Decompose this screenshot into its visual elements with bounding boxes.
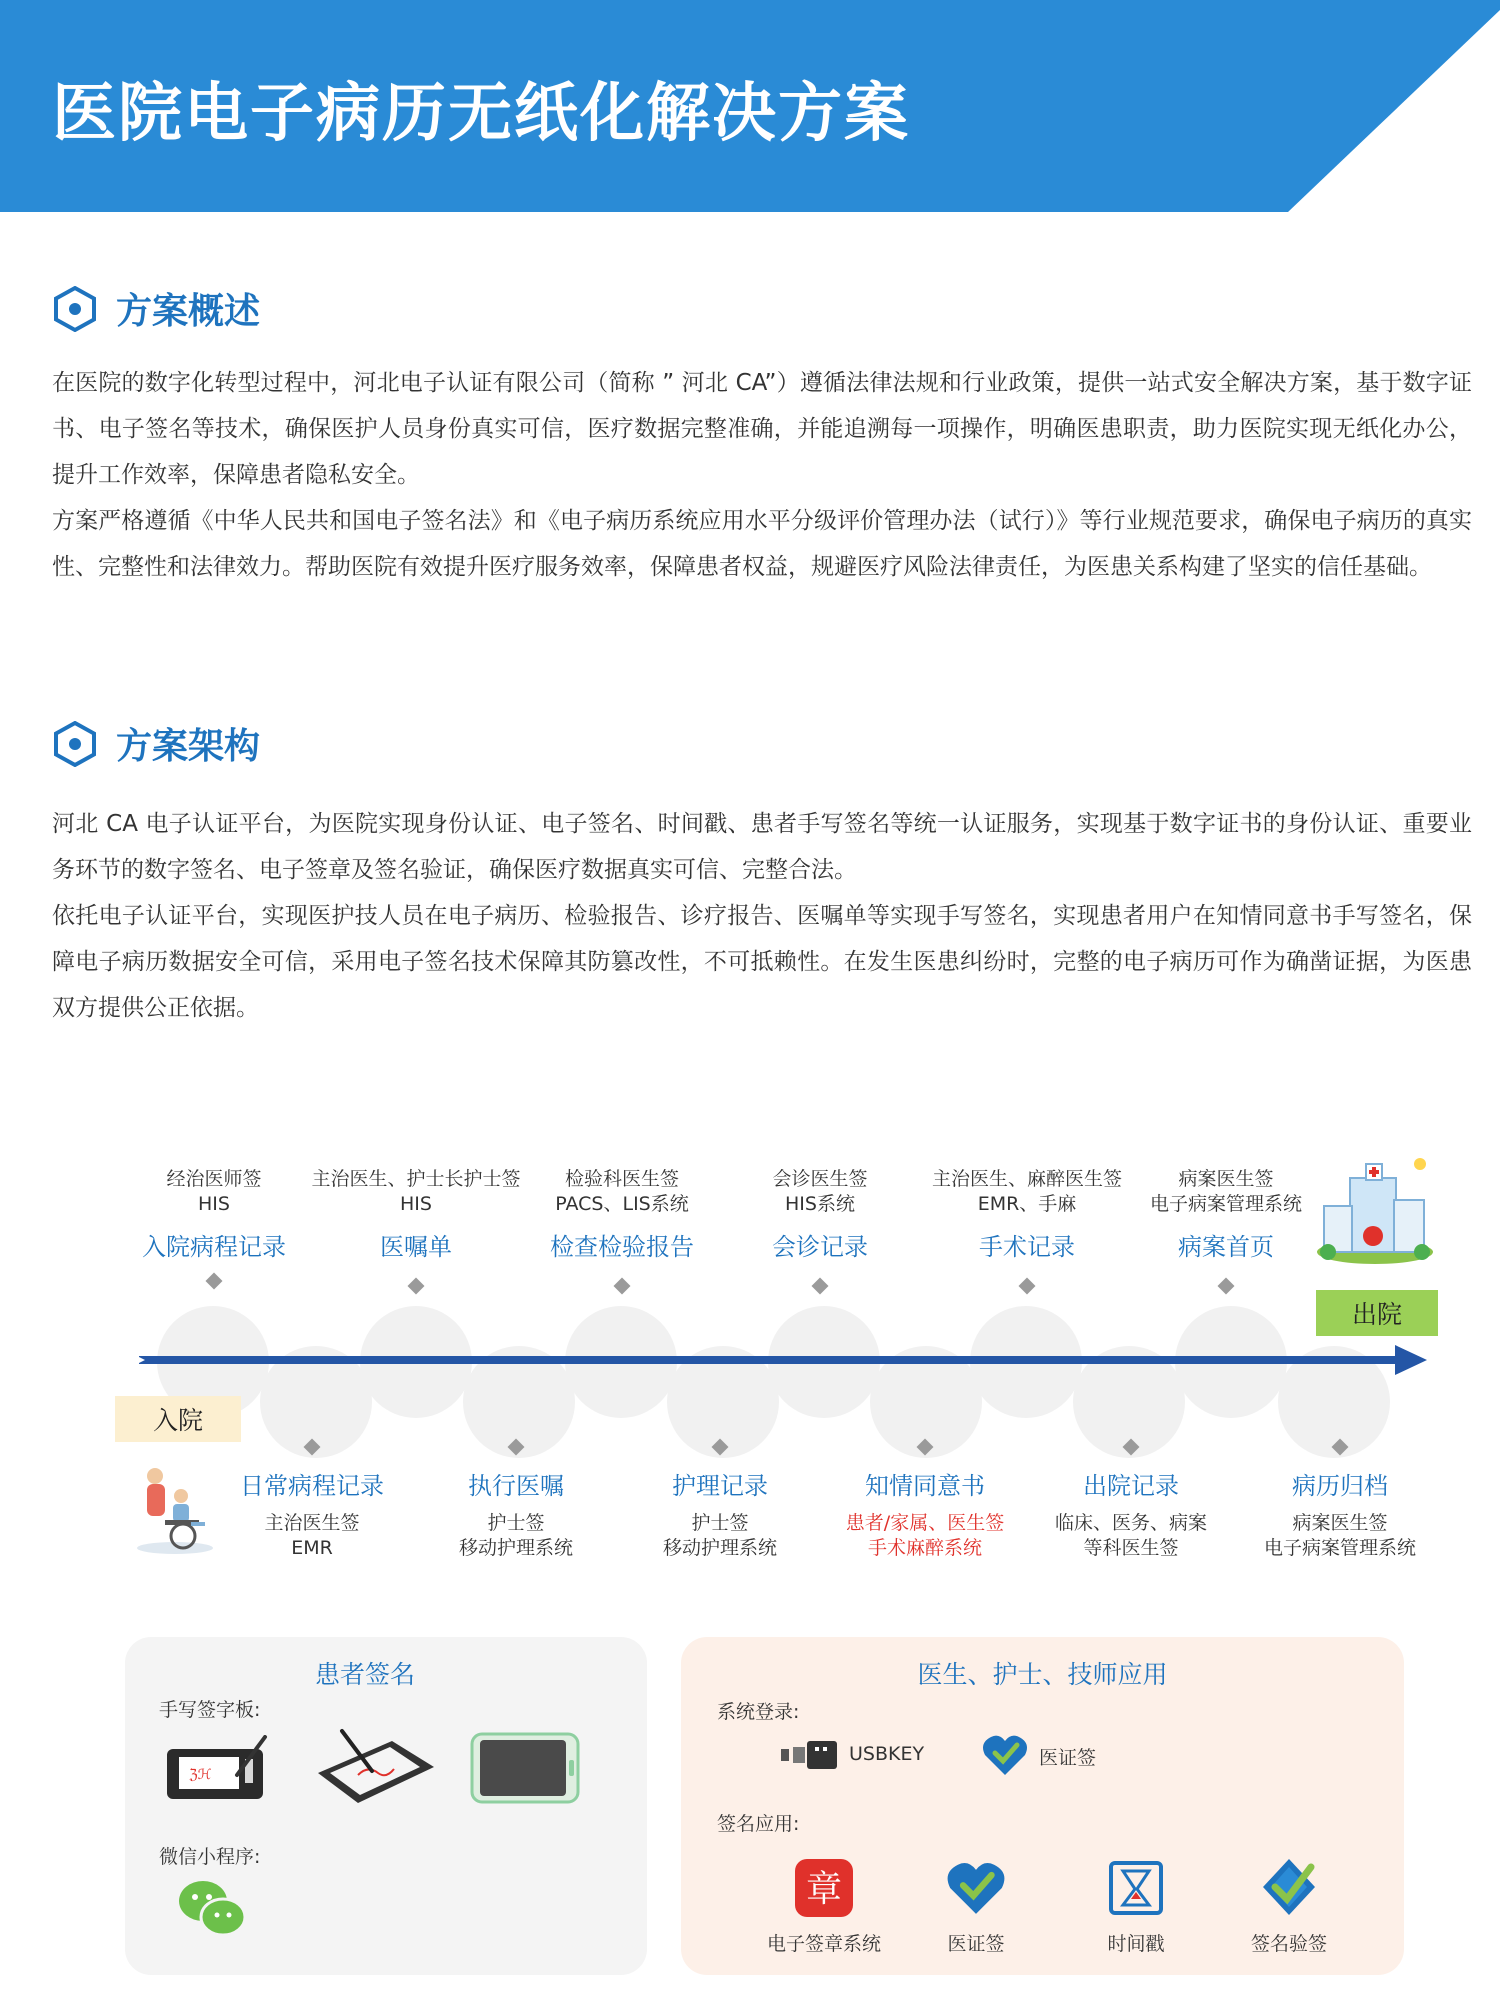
timestamp-icon [1107,1859,1165,1917]
timeline-bottom-item [202,1466,422,1561]
timeline-top-item [917,1167,1137,1262]
wechat-miniprogram-label: 微信小程序: [159,1846,261,1868]
signature-verify-icon [1259,1857,1319,1917]
timeline-top-item [1116,1167,1336,1262]
record-label: 病历归档 [1292,1472,1388,1500]
timeline-arrow [135,1345,1435,1375]
yizhengqian-label: 医证签 [947,1933,1005,1955]
panel-title: 医生、护士、技师应用 [917,1660,1168,1689]
record-label: 检查检验报告 [550,1233,694,1261]
electronic-seal-icon [793,1857,855,1919]
page-header [0,0,1500,212]
signer-text: 护士签 [691,1512,749,1534]
timeline-bottom-item [1230,1466,1450,1561]
yizhengqian-icon [981,1733,1029,1777]
system-text: 手术麻醉系统 [867,1537,982,1559]
patient-signature-panel [125,1637,647,1975]
record-label: 病案首页 [1178,1233,1274,1261]
svg-text:章: 章 [805,1869,843,1910]
signature-tablet-icon [310,1727,440,1807]
svg-text:ℨℋ: ℨℋ [189,1766,212,1782]
timeline-top-item [104,1167,324,1262]
overview-text [52,360,1472,590]
signer-text: 主治医生、麻醉医生签 [931,1168,1122,1190]
timeline-marker [206,1273,223,1290]
signature-app-label: 签名应用: [717,1813,800,1835]
signer-text: 会诊医生签 [772,1168,868,1190]
overview-section-title [52,283,260,334]
record-label: 日常病程记录 [240,1472,384,1500]
system-text: EMR、手麻 [977,1193,1077,1215]
hexagon-target-icon [52,721,98,767]
seal-system-label: 电子签章系统 [766,1933,881,1955]
overview-paragraph: 方案严格遵循《中华人民共和国电子签名法》和《电子病历系统应用水平分级评价管理办法（试行）》等行业规范要求，确保电子病历的真实性、完整性和法律效力。帮助医院有效提升医疗服务效率，保障患者权益，规避医疗风险法律责任，为医患关系构建了坚实的信任基础。 [52,508,1472,580]
record-label: 医嘱单 [380,1233,452,1261]
timeline-bottom-item [406,1466,626,1561]
system-text: 移动护理系统 [662,1537,777,1559]
system-text: HIS [198,1193,230,1215]
hospital-building-icon [1310,1156,1440,1266]
architecture-paragraph: 依托电子认证平台，实现医护技人员在电子病历、检验报告、诊疗报告、医嘱单等实现手写签名，实现患者用户在知情同意书手写签名，保障电子病历数据安全可信，采用电子签名技术保障其防篡改性，不可抵赖性。在发生医患纠纷时，完整的电子病历可作为确凿证据，为医患双方提供公正依据。 [52,903,1472,1021]
signer-text: 临床、医务、病案 [1054,1512,1207,1534]
record-label: 执行医嘱 [468,1472,564,1500]
system-text: 电子病案管理系统 [1149,1193,1302,1215]
system-text: PACS、LIS系统 [555,1193,689,1215]
timeline-top-item [512,1167,732,1262]
timeline-marker [812,1278,829,1295]
signer-text: 病案医生签 [1292,1512,1388,1534]
record-label: 入院病程记录 [142,1233,286,1261]
system-text: HIS [400,1193,432,1215]
architecture-title: 方案架构 [116,726,261,767]
timeline-bottom-item [1021,1466,1241,1561]
page-title: 医院电子病历无纸化解决方案 [52,77,910,151]
discharge-tag: 出院 [1316,1290,1438,1336]
overview-title: 方案概述 [116,291,261,332]
record-label: 会诊记录 [772,1233,868,1261]
signature-pad-icon [165,1735,275,1801]
architecture-paragraph: 河北 CA 电子认证平台，为医院实现身份认证、电子签名、时间戳、患者手写签名等统一认证服务，实现基于数字证书的身份认证、重要业务环节的数字签名、电子签章及签名验证，确保医疗数据真实可信、完整合法。 [52,811,1472,883]
record-label: 出院记录 [1083,1472,1179,1500]
signer-text: 主治医生、护士长护士签 [311,1168,521,1190]
usbkey-label: USBKEY [849,1743,925,1765]
system-text: EMR [291,1537,333,1559]
system-login-label: 系统登录: [717,1701,800,1723]
signer-text: 检验科医生签 [564,1168,679,1190]
timeline-top-item [306,1167,526,1262]
architecture-text [52,801,1472,1031]
usbkey-icon [779,1737,841,1771]
handwriting-pad-label: 手写签字板: [159,1699,261,1721]
signer-text: 病案医生签 [1178,1168,1274,1190]
staff-application-panel [681,1637,1404,1975]
panel-title: 患者签名 [314,1660,415,1689]
hexagon-target-icon [52,286,98,332]
admission-tag: 入院 [115,1396,241,1442]
system-text: 移动护理系统 [458,1537,573,1559]
system-text: 等科医生签 [1083,1537,1179,1559]
timeline-marker [408,1278,425,1295]
record-label: 手术记录 [979,1233,1075,1261]
record-label: 知情同意书 [865,1472,985,1500]
yizhengqian-label: 医证签 [1039,1747,1097,1769]
timeline-marker [614,1278,631,1295]
signature-screen-icon [470,1732,580,1804]
signature-verify-label: 签名验签 [1250,1933,1327,1955]
signer-text: 经治医师签 [166,1168,262,1190]
system-text: HIS系统 [785,1193,855,1215]
overview-paragraph: 在医院的数字化转型过程中，河北电子认证有限公司（简称 ” 河北 CA”）遵循法律法规和行业政策，提供一站式安全解决方案，基于数字证书、电子签名等技术，确保医护人员身份真实可信，医疗数据完整准确，并能追溯每一项操作，明确医患职责，助力医院实现无纸化办公，提升工作效率，保障患者隐私安全。 [52,370,1472,488]
timeline-marker [1019,1278,1036,1295]
wechat-icon [177,1879,247,1939]
system-text: 电子病案管理系统 [1263,1537,1416,1559]
timeline-bottom-item [610,1466,830,1561]
architecture-section-title [52,718,260,769]
timeline-top-item [710,1167,930,1262]
timestamp-label: 时间戳 [1107,1933,1165,1955]
timeline-bottom-item [815,1466,1035,1561]
signer-text: 主治医生签 [264,1512,360,1534]
signer-text: 护士签 [487,1512,545,1534]
signer-text: 患者/家属、医生签 [845,1512,1005,1534]
record-label: 护理记录 [672,1472,768,1500]
timeline-marker [1218,1278,1235,1295]
yizhengqian-icon [945,1859,1007,1917]
